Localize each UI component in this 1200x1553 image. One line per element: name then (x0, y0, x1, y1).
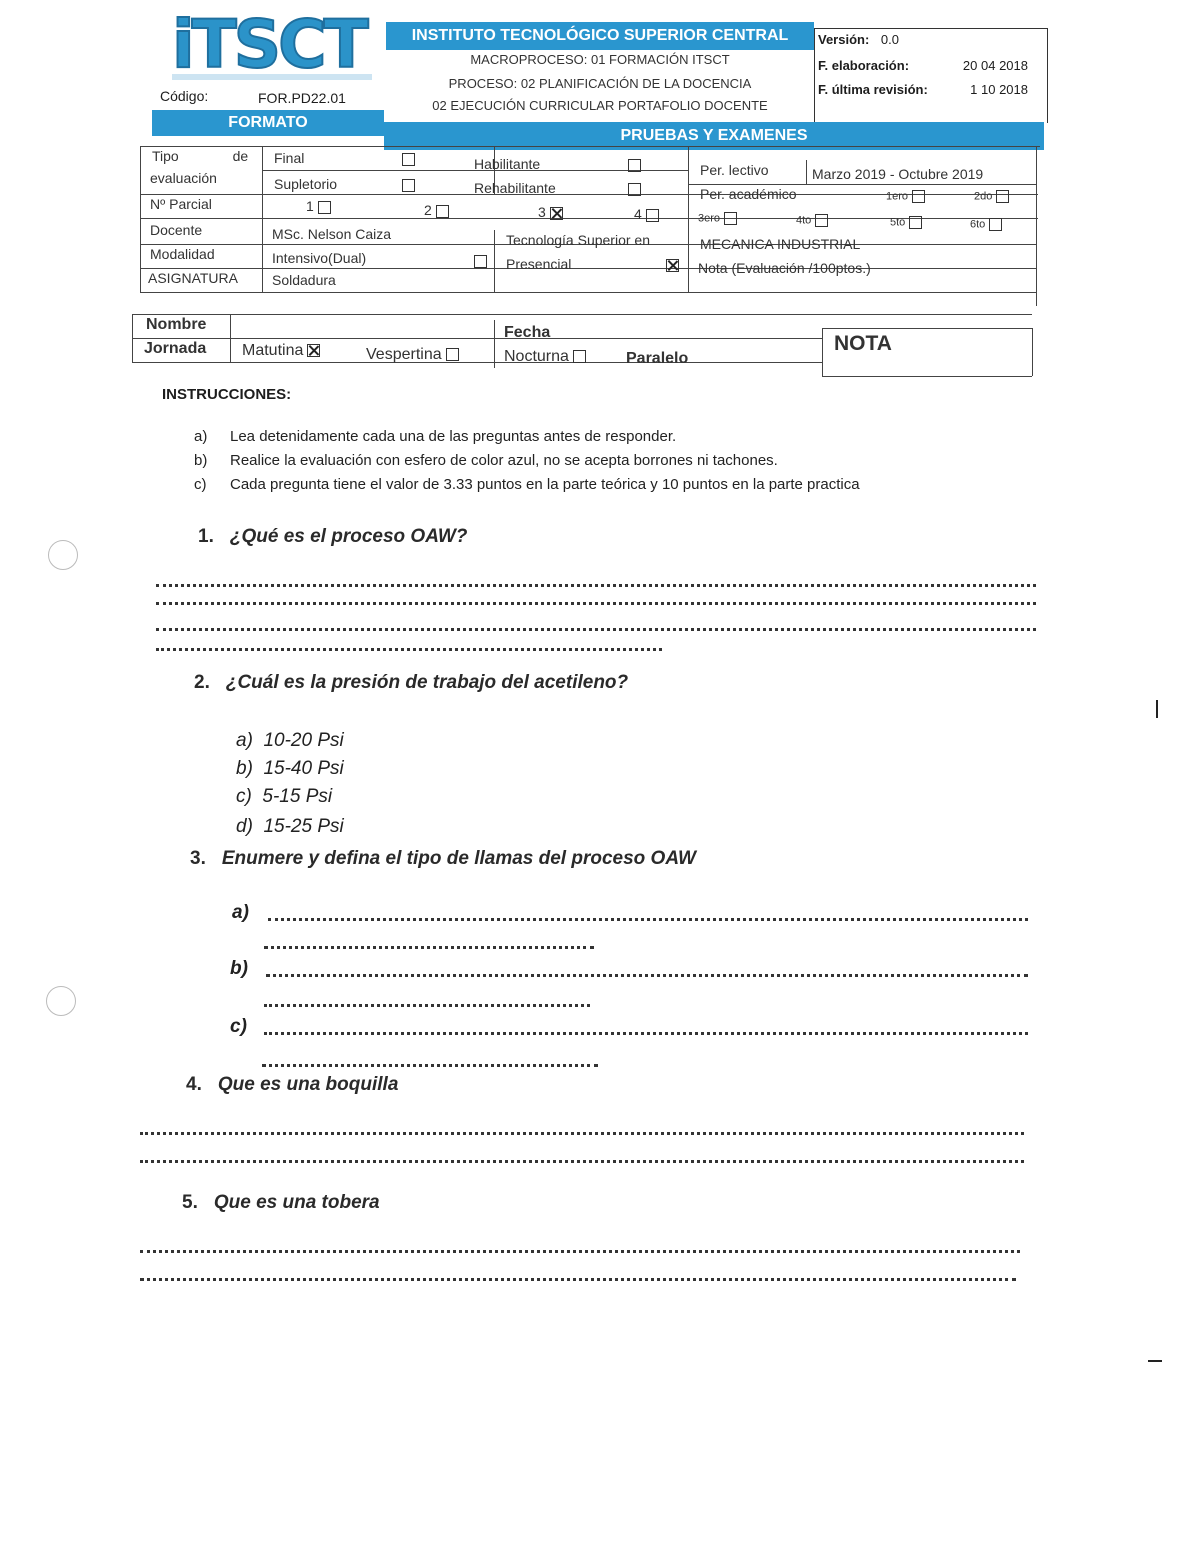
binder-hole-icon (48, 540, 78, 570)
instructions-title: INSTRUCCIONES: (162, 386, 292, 403)
final-checkbox[interactable] (398, 150, 415, 166)
margin-mark (1148, 1360, 1162, 1362)
question-number: 5. (182, 1192, 198, 1213)
sub-answer-label: c) (230, 1016, 247, 1037)
fecha-field[interactable] (560, 322, 810, 338)
nivel-6-label: 6to (970, 218, 986, 231)
jornada-label: Jornada (144, 340, 207, 357)
revision-label: F. última revisión: (818, 82, 928, 97)
tipo-label (152, 148, 248, 164)
nocturna-option[interactable] (504, 348, 586, 366)
per-lectivo-value: Marzo 2019 - Octubre 2019 (812, 166, 984, 182)
itsct-logo: iTSCT (172, 6, 366, 83)
nivel-3-option[interactable] (698, 212, 737, 225)
answer-line[interactable] (156, 584, 1036, 587)
ejecucion-text: 02 EJECUCIÓN CURRICULAR PORTAFOLIO DOCENTE (432, 98, 768, 113)
revision-value: 1 10 2018 (970, 82, 1028, 97)
answer-line[interactable] (140, 1278, 1016, 1281)
parcial-4-option[interactable] (634, 206, 659, 222)
section-title-bar: PRUEBAS Y EXAMENES (384, 122, 1044, 150)
matutina-label: Matutina (242, 342, 304, 359)
nocturna-label: Nocturna (504, 348, 569, 365)
answer-line[interactable] (140, 1160, 1024, 1163)
asignatura-label: ASIGNATURA (148, 270, 238, 286)
vespertina-label: Vespertina (366, 346, 442, 363)
checked-x-icon (307, 344, 320, 357)
checked-x-icon (550, 207, 563, 220)
tecnologia-label: Tecnología Superior en (506, 232, 650, 248)
macroproceso-text: MACROPROCESO: 01 FORMACIÓN ITSCT (470, 52, 730, 67)
parcial-4-label: 4 (634, 206, 642, 222)
option-a[interactable] (236, 730, 344, 752)
instruction-item (194, 452, 994, 472)
binder-hole-icon (46, 986, 76, 1016)
instruction-label: c) (194, 476, 207, 493)
per-lectivo-label: Per. lectivo (700, 162, 769, 178)
docente-label: Docente (150, 222, 203, 238)
answer-line[interactable] (266, 974, 1028, 977)
answer-line[interactable] (156, 648, 662, 651)
option-label: b) (236, 758, 253, 779)
logo-subtitle-strip (172, 74, 372, 80)
version-row (818, 32, 1038, 47)
evaluacion-label: evaluación (150, 170, 217, 186)
proceso-text: PROCESO: 02 PLANIFICACIÓN DE LA DOCENCIA (448, 76, 752, 91)
nivel-2-option[interactable] (974, 190, 1009, 203)
option-d[interactable] (236, 816, 344, 838)
codigo-label: Código: (160, 88, 209, 104)
answer-line[interactable] (262, 1064, 598, 1067)
rehabilitante-checkbox[interactable] (624, 180, 641, 196)
version-label: Versión: (818, 32, 870, 47)
nota-label: NOTA (834, 332, 892, 355)
question-2 (194, 672, 628, 694)
nivel-2-label: 2do (974, 190, 993, 203)
parcial-1-label: 1 (306, 198, 314, 214)
question-text: ¿Cuál es la presión de trabajo del acetileno? (225, 672, 629, 693)
sub-answer-label: a) (232, 902, 249, 923)
matutina-option[interactable] (242, 342, 320, 360)
presencial-label: Presencial (506, 256, 572, 272)
question-number: 3. (190, 848, 206, 869)
instruction-text: Realice la evaluación con esfero de color azul, no se acepta borrones ni tachones. (230, 452, 778, 469)
margin-mark (1156, 700, 1158, 718)
nivel-4-label: 4to (796, 214, 812, 227)
nivel-6-option[interactable] (970, 218, 1002, 231)
rehabilitante-label: Rehabilitante (474, 180, 556, 196)
nivel-3-label: 3ero (698, 212, 721, 225)
question-3 (190, 848, 696, 870)
tecnologia-value: MECANICA INDUSTRIAL (700, 236, 861, 252)
option-text: 5-15 Psi (262, 786, 333, 807)
elaboracion-label: F. elaboración: (818, 58, 910, 73)
intensivo-label: Intensivo(Dual) (272, 250, 367, 266)
supletorio-checkbox[interactable] (398, 176, 415, 192)
per-academico-label: Per. académico (700, 186, 797, 202)
answer-line[interactable] (264, 946, 594, 949)
option-label: d) (236, 816, 253, 837)
instruction-item (194, 476, 994, 496)
option-label: c) (236, 786, 252, 807)
revision-row (818, 82, 1038, 97)
final-label: Final (274, 150, 305, 166)
parcial-2-option[interactable] (424, 202, 449, 218)
nivel-5-label: 5to (890, 216, 906, 229)
nivel-4-option[interactable] (796, 214, 828, 227)
codigo-value: FOR.PD22.01 (258, 90, 346, 106)
asignatura-value: Soldadura (272, 272, 336, 288)
nota-evaluacion-label: Nota (Evaluación /100ptos.) (698, 260, 871, 276)
nombre-field[interactable] (240, 318, 490, 336)
formato-bar: FORMATO (152, 110, 384, 136)
sub-answer-label: b) (230, 958, 248, 979)
vespertina-option[interactable] (366, 346, 459, 364)
question-1 (198, 526, 467, 548)
question-number: 2. (194, 672, 210, 693)
option-text: 10-20 Psi (263, 730, 344, 751)
question-5 (182, 1192, 380, 1214)
answer-line[interactable] (264, 1004, 590, 1007)
elaboracion-row (818, 58, 1038, 73)
instruction-item (194, 428, 994, 448)
option-b[interactable] (236, 758, 344, 780)
option-text: 15-40 Psi (263, 758, 344, 779)
instruction-text: Cada pregunta tiene el valor de 3.33 puntos en la parte teórica y 10 puntos en la parte practica (230, 476, 860, 493)
option-text: 15-25 Psi (263, 816, 344, 837)
supletorio-label: Supletorio (274, 176, 338, 192)
answer-line[interactable] (156, 628, 1036, 631)
parcial-3-option[interactable] (538, 204, 563, 220)
intensivo-checkbox[interactable] (470, 252, 487, 268)
nro-parcial-label: Nº Parcial (150, 196, 212, 212)
docente-value: MSc. Nelson Caiza (272, 226, 392, 242)
answer-line[interactable] (268, 918, 1028, 921)
instruction-label: a) (194, 428, 208, 445)
question-text: ¿Qué es el proceso OAW? (229, 526, 468, 547)
paralelo-label: Paralelo (626, 350, 689, 367)
question-4 (186, 1074, 398, 1096)
nivel-1-label: 1ero (886, 190, 909, 203)
question-text: Que es una boquilla (217, 1074, 399, 1095)
answer-line[interactable] (140, 1132, 1024, 1135)
question-number: 1. (198, 526, 214, 547)
parcial-2-label: 2 (424, 202, 432, 218)
tipo-label-1: Tipo (152, 148, 179, 164)
option-label: a) (236, 730, 253, 751)
presencial-checkbox[interactable] (662, 256, 679, 272)
instruction-text: Lea detenidamente cada una de las preguntas antes de responder. (230, 428, 677, 445)
habilitante-label: Habilitante (474, 156, 541, 172)
checked-x-icon (666, 259, 679, 272)
nombre-label: Nombre (146, 316, 207, 333)
answer-line[interactable] (156, 602, 1036, 605)
nivel-1-option[interactable] (886, 190, 925, 203)
answer-line[interactable] (140, 1250, 1020, 1253)
instruction-label: b) (194, 452, 208, 469)
version-value: 0.0 (880, 32, 899, 47)
parcial-1-option[interactable] (306, 198, 331, 214)
nivel-5-option[interactable] (890, 216, 922, 229)
option-c[interactable] (236, 786, 332, 808)
question-text: Enumere y defina el tipo de llamas del proceso OAW (221, 848, 696, 869)
question-number: 4. (186, 1074, 202, 1095)
question-text: Que es una tobera (213, 1192, 380, 1213)
institute-title: INSTITUTO TECNOLÓGICO SUPERIOR CENTRAL (386, 22, 814, 50)
tipo-label-de: de (232, 148, 249, 164)
habilitante-checkbox[interactable] (624, 156, 641, 172)
parcial-3-label: 3 (538, 204, 546, 220)
answer-line[interactable] (264, 1032, 1028, 1035)
elaboracion-value: 20 04 2018 (962, 58, 1028, 73)
modalidad-label: Modalidad (150, 246, 215, 262)
fecha-label: Fecha (504, 324, 551, 341)
